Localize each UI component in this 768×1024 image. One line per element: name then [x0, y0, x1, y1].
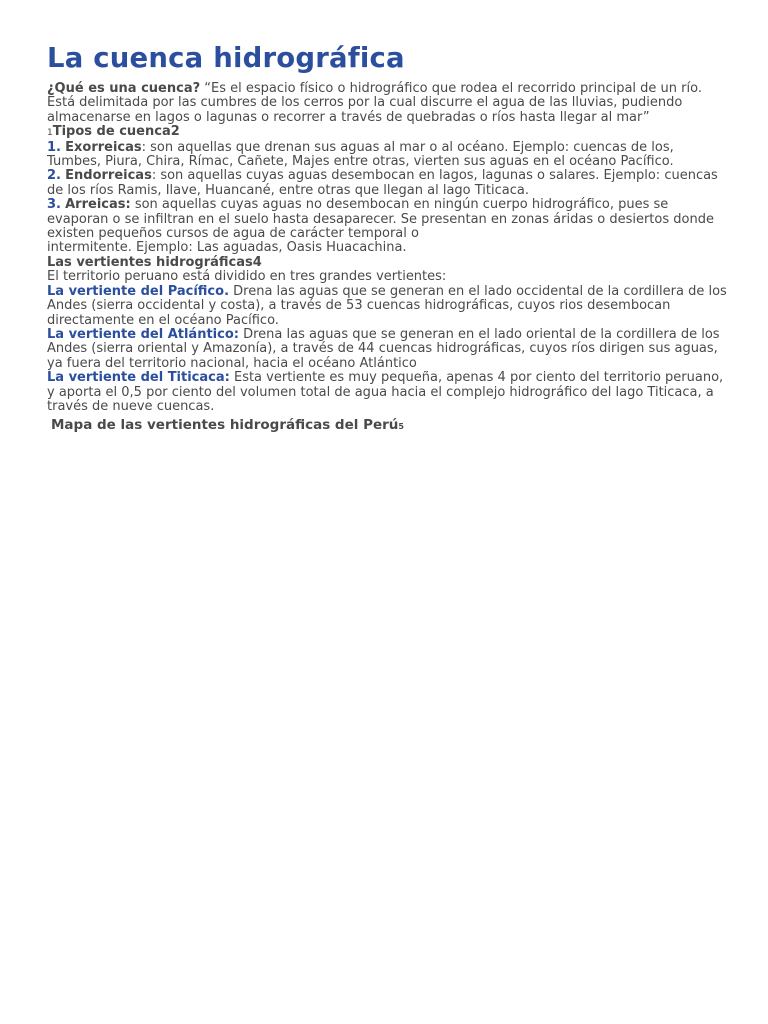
map-title-label: Mapa de las vertientes hidrográficas del Perú	[51, 417, 399, 434]
slope-text: Drena las aguas que se generan en el lado occidental de la cordillera de los Andes (sierra occidental y costa), a través de 53 cuencas hidrográficas, cuyos rios desembocan directamente en el océano Pacífico.	[47, 283, 727, 328]
slope-text: Esta vertiente es muy pequeña, apenas 4 por ciento del territorio peruano, y aporta el 0,5 por ciento del volumen total de agua hacia el complejo hidrográfico del lago Titicaca, a través de nueve cuencas.	[47, 370, 724, 414]
footnote-ref-4: 4	[252, 254, 262, 270]
slope-item-atlantico	[47, 328, 727, 371]
slope-name: La vertiente del Pacífico.	[47, 283, 230, 299]
type-item-exorreicas	[47, 141, 727, 170]
type-number: 2.	[47, 168, 61, 184]
slope-item-pacifico	[47, 285, 727, 328]
slope-name: La vertiente del Atlántico:	[47, 326, 239, 342]
type-item-arreicas-continued: intermitente. Ejemplo: Las aguadas, Oasis Huacachina.	[47, 240, 407, 256]
type-number: 3.	[47, 197, 61, 213]
slopes-intro: El territorio peruano está dividido en tres grandes vertientes:	[47, 269, 447, 285]
slope-name: La vertiente del Titicaca:	[47, 370, 230, 386]
type-item-endorreicas	[47, 169, 727, 198]
slopes-heading	[47, 256, 727, 270]
types-heading	[47, 125, 727, 140]
type-name: Arreicas:	[65, 197, 131, 213]
footnote-ref-2: 2	[170, 124, 180, 140]
slopes-heading-label: Las vertientes hidrográficas	[47, 254, 253, 270]
definition-label: ¿Qué es una cuenca?	[47, 81, 201, 96]
slope-text: Drena las aguas que se generan en el lado oriental de la cordillera de los Andes (sierra oriental y Amazonía), a través de 44 cuencas hidrográficas, cuyos ríos dirigen sus aguas, ya fuera del territorio nacional, hacia el océano Atlántico	[47, 326, 720, 371]
type-number: 1.	[47, 139, 61, 155]
definition-text: “Es el espacio físico o hidrográfico que rodea el recorrido principal de un río. Está delimitada por las cumbres de los cerros por la cual discurre el agua de las lluvias, pudiendo almacenarse en lagos o lagunas o recorrer a través de quebradas o ríos hasta llegar al mar”	[47, 81, 702, 125]
footnote-ref-5: 5	[398, 422, 404, 432]
footnote-ref-1: 1	[47, 128, 53, 139]
type-text: : son aquellas cuyas aguas desembocan en lagos, lagunas o salares. Ejemplo: cuencas de los ríos Ramis, Ilave, Huancané, entre otras que llegan al lago Titicaca.	[47, 168, 718, 198]
type-item-arreicas	[47, 198, 727, 241]
document-content	[47, 40, 727, 436]
slope-item-titicaca	[47, 371, 727, 414]
type-name: Exorreicas	[65, 139, 142, 155]
map-title	[51, 416, 727, 436]
type-text: son aquellas cuyas aguas no desembocan en ningún cuerpo hidrográfico, pues se evaporan o se infiltran en el suelo hasta desaparecer. Se presentan en zonas áridas o desiertos donde existen pequeños cursos de agua de carácter temporal o	[47, 197, 714, 242]
type-text: : son aquellas que drenan sus aguas al mar o al océano. Ejemplo: cuencas de los, Tumbes, Piura, Chira, Rímac, Cañete, Majes entre otras, vierten sus aguas en el océano Pacífico.	[47, 139, 674, 170]
definition-paragraph	[47, 82, 727, 125]
types-heading-label: Tipos de cuenca	[52, 124, 171, 140]
page-title: La cuenca hidrográfica	[47, 42, 405, 74]
type-name: Endorreicas	[65, 168, 152, 184]
